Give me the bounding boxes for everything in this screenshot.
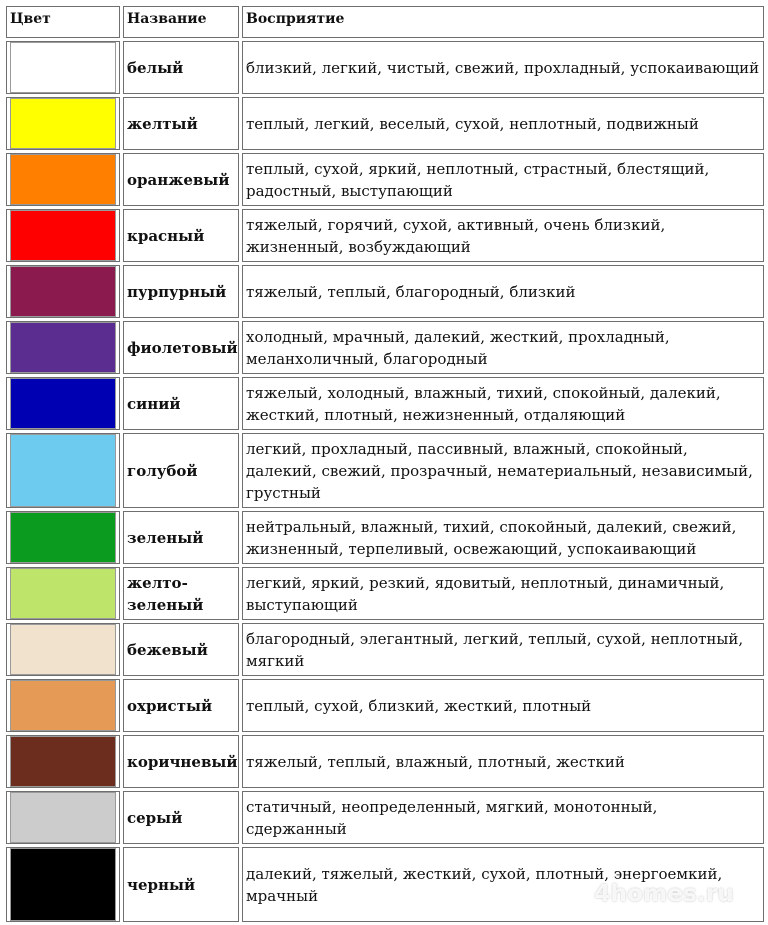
color-swatch-cell <box>6 433 120 508</box>
color-swatch-cell <box>6 209 120 262</box>
color-name: коричневый <box>123 735 239 788</box>
color-swatch-cell <box>6 791 120 844</box>
color-swatch <box>10 42 116 93</box>
color-swatch <box>10 624 116 675</box>
color-perception: теплый, сухой, яркий, неплотный, страстный, блестящий, радостный, выступающий <box>242 153 764 206</box>
color-perception: тяжелый, горячий, сухой, активный, очень близкий, жизненный, возбуждающий <box>242 209 764 262</box>
header-color: Цвет <box>6 6 120 38</box>
color-swatch-cell <box>6 265 120 318</box>
color-swatch-cell <box>6 41 120 94</box>
header-perception: Восприятие <box>242 6 764 38</box>
color-perception-table <box>3 3 767 925</box>
color-swatch-cell <box>6 377 120 430</box>
color-perception: далекий, тяжелый, жесткий, сухой, плотный, энергоемкий, мрачный <box>242 847 764 922</box>
table-row <box>6 265 764 318</box>
table-row <box>6 735 764 788</box>
color-swatch <box>10 792 116 843</box>
table-row <box>6 679 764 732</box>
color-name: фиолетовый <box>123 321 239 374</box>
table-row <box>6 321 764 374</box>
color-swatch <box>10 154 116 205</box>
color-swatch <box>10 98 116 149</box>
color-name: черный <box>123 847 239 922</box>
color-swatch <box>10 680 116 731</box>
color-swatch-cell <box>6 567 120 620</box>
table-row <box>6 209 764 262</box>
color-perception: статичный, неопределенный, мягкий, монотонный, сдержанный <box>242 791 764 844</box>
color-name: белый <box>123 41 239 94</box>
color-swatch <box>10 322 116 373</box>
color-perception: благородный, элегантный, легкий, теплый, сухой, неплотный, мягкий <box>242 623 764 676</box>
color-swatch-cell <box>6 623 120 676</box>
color-swatch <box>10 736 116 787</box>
color-swatch <box>10 848 116 921</box>
color-perception: тяжелый, теплый, благородный, близкий <box>242 265 764 318</box>
table-row <box>6 791 764 844</box>
color-swatch-cell <box>6 679 120 732</box>
color-perception: нейтральный, влажный, тихий, спокойный, далекий, свежий, жизненный, терпеливый, освежающий, успокаивающий <box>242 511 764 564</box>
color-name: оранжевый <box>123 153 239 206</box>
color-perception: теплый, легкий, веселый, сухой, неплотный, подвижный <box>242 97 764 150</box>
color-perception: теплый, сухой, близкий, жесткий, плотный <box>242 679 764 732</box>
color-swatch <box>10 266 116 317</box>
color-name: голубой <box>123 433 239 508</box>
color-swatch <box>10 210 116 261</box>
color-swatch-cell <box>6 97 120 150</box>
color-swatch <box>10 512 116 563</box>
table-row <box>6 153 764 206</box>
color-perception: легкий, прохладный, пассивный, влажный, спокойный, далекий, свежий, прозрачный, нематериальный, независимый, грустный <box>242 433 764 508</box>
color-name: серый <box>123 791 239 844</box>
color-swatch-cell <box>6 153 120 206</box>
color-name: синий <box>123 377 239 430</box>
color-perception: тяжелый, холодный, влажный, тихий, спокойный, далекий, жесткий, плотный, нежизненный, отдаляющий <box>242 377 764 430</box>
color-perception: легкий, яркий, резкий, ядовитый, неплотный, динамичный, выступающий <box>242 567 764 620</box>
color-name: бежевый <box>123 623 239 676</box>
table-row <box>6 567 764 620</box>
color-name: красный <box>123 209 239 262</box>
header-row <box>6 6 764 38</box>
table-row <box>6 41 764 94</box>
color-name: желтый <box>123 97 239 150</box>
color-swatch <box>10 568 116 619</box>
color-name: желто-зеленый <box>123 567 239 620</box>
color-name: охристый <box>123 679 239 732</box>
color-swatch-cell <box>6 511 120 564</box>
table-row <box>6 433 764 508</box>
color-name: пурпурный <box>123 265 239 318</box>
color-swatch-cell <box>6 735 120 788</box>
watermark: 4homes.ru <box>594 881 734 907</box>
table-row <box>6 511 764 564</box>
color-swatch <box>10 378 116 429</box>
header-name: Название <box>123 6 239 38</box>
table-row <box>6 97 764 150</box>
color-perception: холодный, мрачный, далекий, жесткий, прохладный, меланхоличный, благородный <box>242 321 764 374</box>
color-swatch-cell <box>6 847 120 922</box>
color-name: зеленый <box>123 511 239 564</box>
color-perception: близкий, легкий, чистый, свежий, прохладный, успокаивающий <box>242 41 764 94</box>
color-swatch-cell <box>6 321 120 374</box>
color-swatch <box>10 434 116 507</box>
table-row <box>6 377 764 430</box>
color-perception: тяжелый, теплый, влажный, плотный, жесткий <box>242 735 764 788</box>
table-row <box>6 623 764 676</box>
